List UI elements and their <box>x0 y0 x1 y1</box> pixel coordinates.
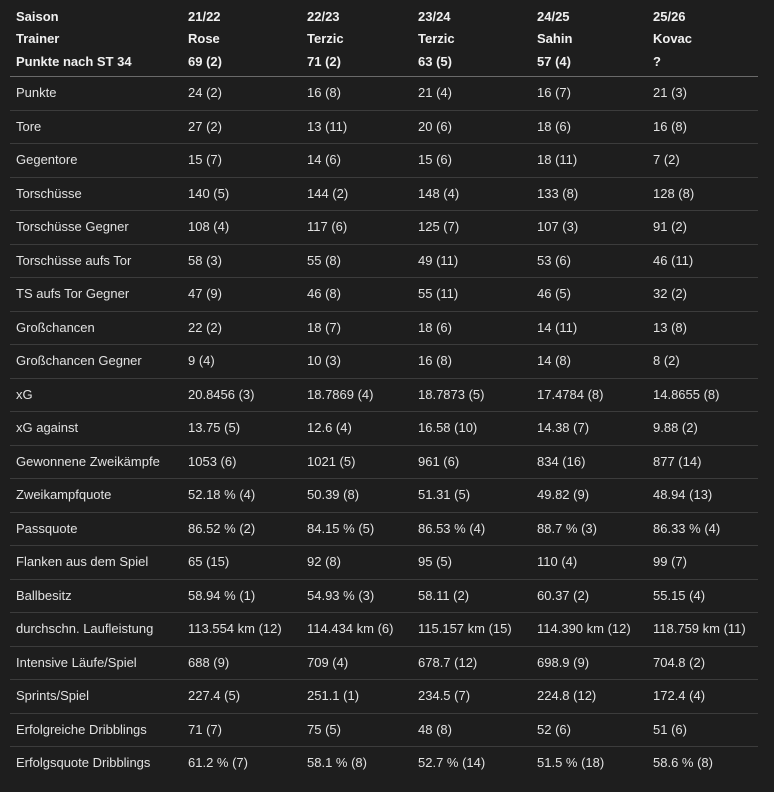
row-label: Flanken aus dem Spiel <box>10 546 182 580</box>
table-row <box>10 646 758 680</box>
row-label: Torschüsse aufs Tor <box>10 244 182 278</box>
table-row <box>10 613 758 647</box>
header-cell: Rose <box>188 31 220 46</box>
table-row <box>10 144 758 178</box>
table-row <box>10 244 758 278</box>
table-cell: 251.1 (1) <box>301 680 412 714</box>
row-label: Ballbesitz <box>10 579 182 613</box>
table-cell: 877 (14) <box>647 445 758 479</box>
table-cell: 16 (8) <box>301 77 412 111</box>
table-cell: 27 (2) <box>182 110 301 144</box>
table-cell: 99 (7) <box>647 546 758 580</box>
table-cell: 16 (7) <box>531 77 647 111</box>
header-cell: 24/25 <box>537 9 570 24</box>
table-body <box>10 77 758 780</box>
row-label: xG <box>10 378 182 412</box>
table-cell: 108 (4) <box>182 211 301 245</box>
row-label: Passquote <box>10 512 182 546</box>
table-cell: 52.7 % (14) <box>418 755 486 771</box>
row-label: xG against <box>10 412 182 446</box>
table-cell: 133 (8) <box>531 177 647 211</box>
header-label: Punkte nach ST 34 <box>10 50 182 77</box>
table-row <box>10 479 758 513</box>
season-comparison-table <box>10 0 758 780</box>
table-cell: 51 (6) <box>647 713 758 747</box>
table-cell: 234.5 (7) <box>412 680 531 714</box>
header-label: Saison <box>16 9 59 24</box>
table-cell: 16 (8) <box>647 110 758 144</box>
table-row <box>10 713 758 747</box>
table-cell: 16 (8) <box>412 345 531 379</box>
table-cell: 58.11 (2) <box>412 579 531 613</box>
table-cell: 58.6 % (8) <box>653 755 713 771</box>
table-row <box>10 77 758 111</box>
row-label: Gewonnene Zweikämpfe <box>10 445 182 479</box>
table-cell: 14.8655 (8) <box>647 378 758 412</box>
table-cell: 704.8 (2) <box>647 646 758 680</box>
table-cell: 86.52 % (2) <box>182 512 301 546</box>
row-label: Gegentore <box>10 144 182 178</box>
table-row <box>10 412 758 446</box>
header-cell: Sahin <box>537 31 573 46</box>
table-cell: 113.554 km (12) <box>182 613 301 647</box>
row-label: TS aufs Tor Gegner <box>10 278 182 312</box>
table-cell: 86.53 % (4) <box>412 512 531 546</box>
header-row-season <box>10 0 758 28</box>
table-cell: 18 (7) <box>301 311 412 345</box>
table-row <box>10 110 758 144</box>
table-cell: 48.94 (13) <box>647 479 758 513</box>
header-cell: Terzic <box>307 31 344 46</box>
table-cell: 58.1 % (8) <box>307 755 367 771</box>
table-cell: 21 (4) <box>412 77 531 111</box>
table-cell: 678.7 (12) <box>412 646 531 680</box>
header-row-trainer <box>10 28 758 50</box>
table-cell: 86.33 % (4) <box>647 512 758 546</box>
table-cell: 115.157 km (15) <box>412 613 531 647</box>
table-cell: 688 (9) <box>182 646 301 680</box>
header-label: Trainer <box>16 31 60 46</box>
table-cell: 1021 (5) <box>301 445 412 479</box>
table-cell: 224.8 (12) <box>531 680 647 714</box>
header-cell: ? <box>647 50 758 77</box>
table-row <box>10 512 758 546</box>
table-cell: 46 (11) <box>647 244 758 278</box>
table-cell: 172.4 (4) <box>647 680 758 714</box>
header-cell: 69 (2) <box>182 50 301 77</box>
row-label: Torschüsse Gegner <box>10 211 182 245</box>
table-cell: 13.75 (5) <box>182 412 301 446</box>
table-cell: 227.4 (5) <box>182 680 301 714</box>
table-row <box>10 345 758 379</box>
table-cell: 52.18 % (4) <box>182 479 301 513</box>
table-cell: 17.4784 (8) <box>531 378 647 412</box>
table-cell: 20.8456 (3) <box>182 378 301 412</box>
table-cell: 8 (2) <box>647 345 758 379</box>
row-label: Erfolgsquote Dribblings <box>16 755 151 771</box>
table-cell: 15 (7) <box>182 144 301 178</box>
table-cell: 114.390 km (12) <box>531 613 647 647</box>
table-row <box>10 211 758 245</box>
table-cell: 32 (2) <box>647 278 758 312</box>
row-label: Erfolgreiche Dribblings <box>10 713 182 747</box>
table-cell: 58.94 % (1) <box>182 579 301 613</box>
table-cell: 49.82 (9) <box>531 479 647 513</box>
table-row <box>10 546 758 580</box>
table-cell: 14 (8) <box>531 345 647 379</box>
table-cell: 16.58 (10) <box>412 412 531 446</box>
table-cell: 128 (8) <box>647 177 758 211</box>
table-cell: 10 (3) <box>301 345 412 379</box>
table-cell: 55 (8) <box>301 244 412 278</box>
table-cell: 18 (6) <box>412 311 531 345</box>
table-cell: 9 (4) <box>182 345 301 379</box>
table-cell: 48 (8) <box>412 713 531 747</box>
table-row <box>10 278 758 312</box>
table-cell: 55.15 (4) <box>647 579 758 613</box>
table-cell: 75 (5) <box>301 713 412 747</box>
table-cell: 7 (2) <box>647 144 758 178</box>
header-cell: 57 (4) <box>531 50 647 77</box>
table-row <box>10 311 758 345</box>
table-cell: 834 (16) <box>531 445 647 479</box>
table-cell: 140 (5) <box>182 177 301 211</box>
table-row <box>10 177 758 211</box>
table-cell: 20 (6) <box>412 110 531 144</box>
row-label: Zweikampfquote <box>10 479 182 513</box>
table-cell: 60.37 (2) <box>531 579 647 613</box>
table-cell: 118.759 km (11) <box>647 613 758 647</box>
table-cell: 114.434 km (6) <box>301 613 412 647</box>
table-cell: 107 (3) <box>531 211 647 245</box>
table-cell: 52 (6) <box>531 713 647 747</box>
table-cell: 47 (9) <box>182 278 301 312</box>
table-cell: 49 (11) <box>412 244 531 278</box>
table-cell: 84.15 % (5) <box>301 512 412 546</box>
table-cell: 95 (5) <box>412 546 531 580</box>
table-cell: 92 (8) <box>301 546 412 580</box>
table-cell: 50.39 (8) <box>301 479 412 513</box>
header-cell: 22/23 <box>307 9 340 24</box>
header-cell: 21/22 <box>188 9 221 24</box>
table-cell: 51.5 % (18) <box>537 755 605 771</box>
table-row <box>10 445 758 479</box>
table-cell: 12.6 (4) <box>301 412 412 446</box>
table-cell: 1053 (6) <box>182 445 301 479</box>
table-cell: 54.93 % (3) <box>301 579 412 613</box>
table-cell: 148 (4) <box>412 177 531 211</box>
header-row-points <box>10 50 758 77</box>
row-label: Punkte <box>10 77 182 111</box>
table-cell: 53 (6) <box>531 244 647 278</box>
table-cell: 18.7869 (4) <box>301 378 412 412</box>
table-row <box>10 680 758 714</box>
table-row <box>10 579 758 613</box>
row-label: Tore <box>10 110 182 144</box>
header-cell: Terzic <box>418 31 455 46</box>
header-cell: 25/26 <box>653 9 686 24</box>
row-label: Torschüsse <box>10 177 182 211</box>
table-cell: 14 (11) <box>531 311 647 345</box>
table-cell: 65 (15) <box>182 546 301 580</box>
header-cell: 71 (2) <box>301 50 412 77</box>
table-cell: 144 (2) <box>301 177 412 211</box>
header-cell: 63 (5) <box>412 50 531 77</box>
table-cell: 22 (2) <box>182 311 301 345</box>
table-cell: 117 (6) <box>301 211 412 245</box>
table-cell: 58 (3) <box>182 244 301 278</box>
table-cell: 698.9 (9) <box>531 646 647 680</box>
table-row <box>10 747 758 780</box>
table-cell: 961 (6) <box>412 445 531 479</box>
table-cell: 14 (6) <box>301 144 412 178</box>
header-cell: 23/24 <box>418 9 451 24</box>
table-cell: 18.7873 (5) <box>412 378 531 412</box>
row-label: Großchancen Gegner <box>10 345 182 379</box>
table-cell: 71 (7) <box>182 713 301 747</box>
table-cell: 91 (2) <box>647 211 758 245</box>
table-cell: 13 (11) <box>301 110 412 144</box>
table-cell: 9.88 (2) <box>647 412 758 446</box>
table-cell: 55 (11) <box>412 278 531 312</box>
row-label: durchschn. Laufleistung <box>10 613 182 647</box>
table-cell: 709 (4) <box>301 646 412 680</box>
row-label: Großchancen <box>10 311 182 345</box>
table-cell: 14.38 (7) <box>531 412 647 446</box>
table-header <box>10 0 758 77</box>
table-cell: 21 (3) <box>647 77 758 111</box>
row-label: Intensive Läufe/Spiel <box>10 646 182 680</box>
table-cell: 13 (8) <box>647 311 758 345</box>
table-cell: 15 (6) <box>412 144 531 178</box>
table-cell: 110 (4) <box>531 546 647 580</box>
table-cell: 51.31 (5) <box>412 479 531 513</box>
table-cell: 46 (5) <box>531 278 647 312</box>
table-cell: 18 (11) <box>531 144 647 178</box>
table-cell: 88.7 % (3) <box>531 512 647 546</box>
row-label: Sprints/Spiel <box>10 680 182 714</box>
table-row <box>10 378 758 412</box>
header-cell: Kovac <box>653 31 693 46</box>
table-cell: 46 (8) <box>301 278 412 312</box>
table-cell: 18 (6) <box>531 110 647 144</box>
table-cell: 125 (7) <box>412 211 531 245</box>
table-cell: 24 (2) <box>182 77 301 111</box>
table-cell: 61.2 % (7) <box>188 755 248 771</box>
